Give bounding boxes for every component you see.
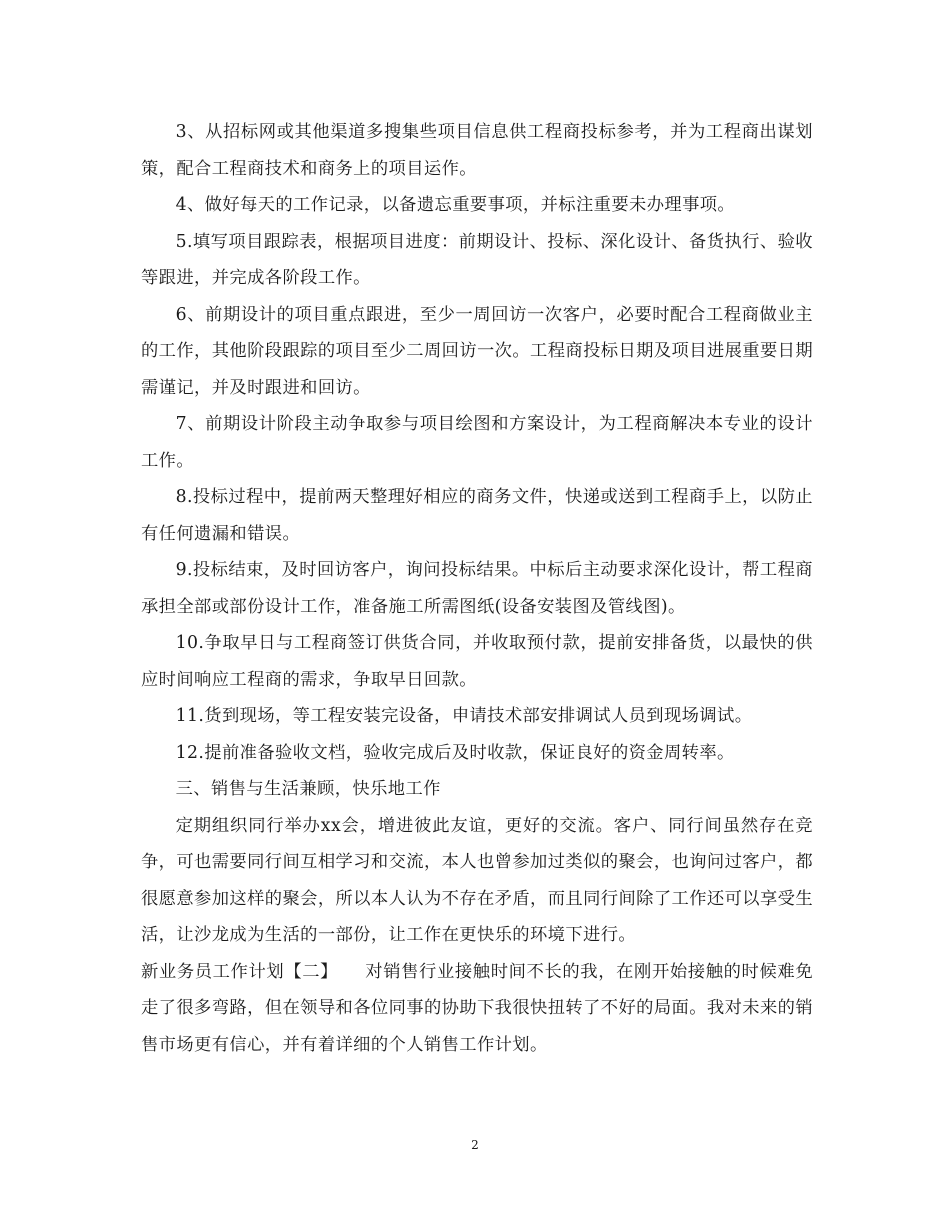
paragraph-salon: 定期组织同行举办xx会，增进彼此友谊，更好的交流。客户、同行间虽然存在竞争，可也需要同行间互相学习和交流，本人也曾参加过类似的聚会，也询问过客户，都很愿意参加这样的聚会，所以本人认为不存在矛盾，而且同行间除了工作还可以享受生活，让沙龙成为生活的一部份，让工作在更快乐的环境下进行。 bbox=[141, 815, 813, 945]
paragraph-item-8: 8.投标过程中，提前两天整理好相应的商务文件，快递或送到工程商手上，以防止有任何遗漏和错误。 bbox=[141, 487, 813, 544]
paragraph-item-4: 4、做好每天的工作记录，以备遗忘重要事项，并标注重要未办理事项。 bbox=[175, 195, 736, 215]
section-heading: 三、销售与生活兼顾，快乐地工作 bbox=[175, 779, 441, 799]
paragraph-item-6: 6、前期设计的项目重点跟进，至少一周回访一次客户，必要时配合工程商做业主的工作，其他阶段跟踪的项目至少二周回访一次。工程商投标日期及项目进展重要日期需谨记，并及时跟进和回访。 bbox=[141, 304, 813, 398]
paragraph-item-9: 9.投标结束，及时回访客户，询问投标结果。中标后主动要求深化设计，帮工程商承担全部或部份设计工作，准备施工所需图纸(设备安装图及管线图)。 bbox=[141, 560, 813, 617]
paragraph-item-5: 5.填写项目跟踪表，根据项目进度：前期设计、投标、深化设计、备货执行、验收等跟进，并完成各阶段工作。 bbox=[141, 231, 813, 288]
paragraph-item-10: 10.争取早日与工程商签订供货合同，并收取预付款，提前安排备货，以最快的供应时间响应工程商的需求，争取早日回款。 bbox=[141, 633, 813, 690]
paragraph-item-12: 12.提前准备验收文档，验收完成后及时收款，保证良好的资金周转率。 bbox=[175, 742, 735, 763]
document-body bbox=[141, 114, 813, 1063]
paragraph-item-7: 7、前期设计阶段主动争取参与项目绘图和方案设计，为工程商解决本专业的设计工作。 bbox=[141, 414, 813, 471]
paragraph-item-3: 3、从招标网或其他渠道多搜集些项目信息供工程商投标参考，并为工程商出谋划策，配合工程商技术和商务上的项目运作。 bbox=[141, 122, 813, 179]
paragraph-plan-two: 新业务员工作计划【二】 对销售行业接触时间不长的我，在刚开始接触的时候难免走了很多弯路，但在领导和各位同事的协助下我很快扭转了不好的局面。我对未来的销售市场更有信心，并有着详细的个人销售工作计划。 bbox=[141, 961, 813, 1055]
page-number: 2 bbox=[471, 1138, 479, 1152]
paragraph-item-11: 11.货到现场，等工程安装完设备，申请技术部安排调试人员到现场调试。 bbox=[175, 706, 753, 726]
